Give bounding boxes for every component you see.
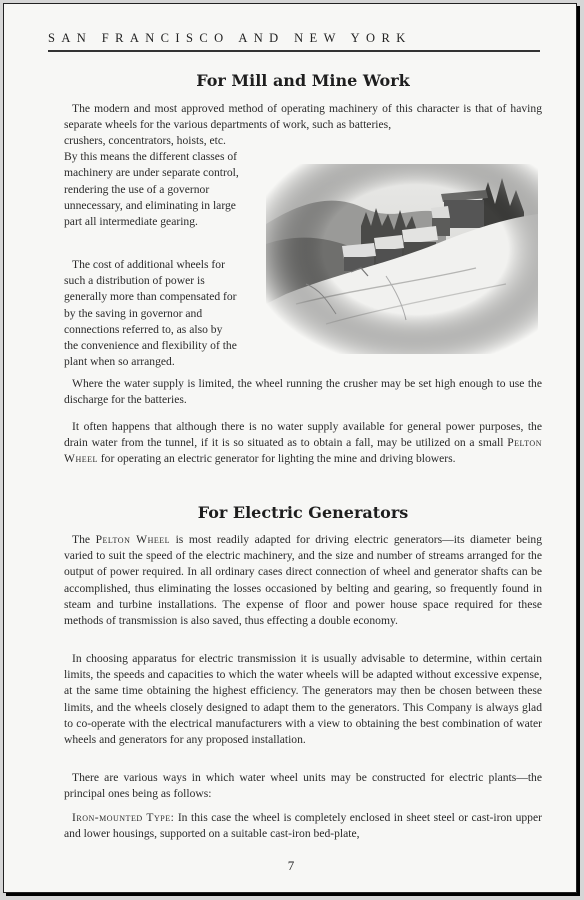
paragraph-iron-mounted-text: In this case the wheel is completely enclosed in sheet steel or cast-iron upper and lower housings, supported on a suitable cast-iron bed-plate,: [64, 811, 542, 841]
paragraph-drain-water-text-b: for operating an electric generator for lighting the mine and driving blowers.: [100, 452, 456, 466]
paragraph-electric-intro-text-b: is most readily adapted for driving electric generators—its diameter being varied to suit the speed of the electric machinery, and the size and number of streams arranged for the output of power required. In all ordinary cases direct connection of wheel and generator shafts can be accomplished, thus eliminating the losses occasioned by belting and gearing, so frequently found in steam and turbine installations. The expense of floor and power house space required for these methods of transmission is also saved, thus effecting a double economy.: [64, 533, 543, 628]
paragraph-cost: [64, 257, 239, 370]
paragraph-electric-intro: [64, 532, 542, 629]
paragraph-various-ways-text: There are various ways in which water wheel units may be constructed for electric plants—the principal ones being as follows:: [64, 771, 542, 801]
section-title-electric: For Electric Generators: [197, 503, 409, 522]
paragraph-choosing-apparatus-text: In choosing apparatus for electric transmission it is usually advisable to determine, within certain limits, the speeds and capacities to which the water wheels will be adapted without excessive expense, at the same time obtaining the highest efficiency. The generators may then be chosen between these limits, and the wheels closely designed to adapt them to the generators. This Company is always glad to co-operate with the electrical manufacturers with a view to obtaining the best combination of water wheels and generators for any proposed installation.: [64, 652, 542, 747]
page: [3, 3, 577, 893]
page-number: 7: [287, 858, 295, 873]
paragraph-drain-water-body: [64, 419, 542, 468]
paragraph-mill-intro-cont-text: crushers, concentrators, hoists, etc. By this means the different classes of machinery are under separate control, rendering the use of a governor unnecessary, and eliminating in large part all intermediate gearing.: [64, 134, 239, 229]
paragraph-mill-intro-cont: [64, 133, 239, 230]
paragraph-various-ways: [64, 770, 542, 802]
header-rule: [48, 50, 540, 52]
mine-illustration: [266, 164, 538, 354]
paragraph-water-supply-text: Where the water supply is limited, the wheel running the crusher may be set high enough to use the discharge for the batteries.: [64, 377, 542, 407]
paragraph-choosing-apparatus: [64, 651, 542, 748]
paragraph-drain-water-text-a: It often happens that although there is no water supply available for general power purposes, the drain water from the tunnel, if it is so situated as to obtain a fall, may be utilized on a small: [64, 420, 542, 450]
paragraph-drain-water: [64, 419, 542, 468]
paragraph-iron-mounted: [64, 810, 542, 842]
paragraph-electric-intro-text-a: The: [72, 533, 91, 546]
brand-pelton-wheel: Pelton Wheel: [64, 436, 542, 466]
paragraph-mill-intro-text: The modern and most approved method of operating machinery of this character is that of having separate wheels for the various departments of work, such as batteries,: [64, 102, 542, 132]
paragraph-cost-text: The cost of additional wheels for such a distribution of power is generally more than compensated for by the saving in governor and connections referred to, as also by the convenience and flexibility of the plant when so arranged.: [64, 258, 237, 369]
section-title-mill-mine: For Mill and Mine Work: [196, 71, 410, 90]
running-head: SAN FRANCISCO AND NEW YORK: [48, 31, 412, 45]
brand-pelton-wheel: Pelton Wheel: [95, 533, 171, 546]
paragraph-water-supply: [64, 376, 542, 408]
paragraph-iron-mounted-body: [64, 810, 542, 842]
paragraph-electric-intro-body: [64, 532, 542, 629]
iron-mounted-label: Iron-mounted Type:: [72, 811, 175, 824]
paragraph-mill-intro: [64, 101, 542, 133]
